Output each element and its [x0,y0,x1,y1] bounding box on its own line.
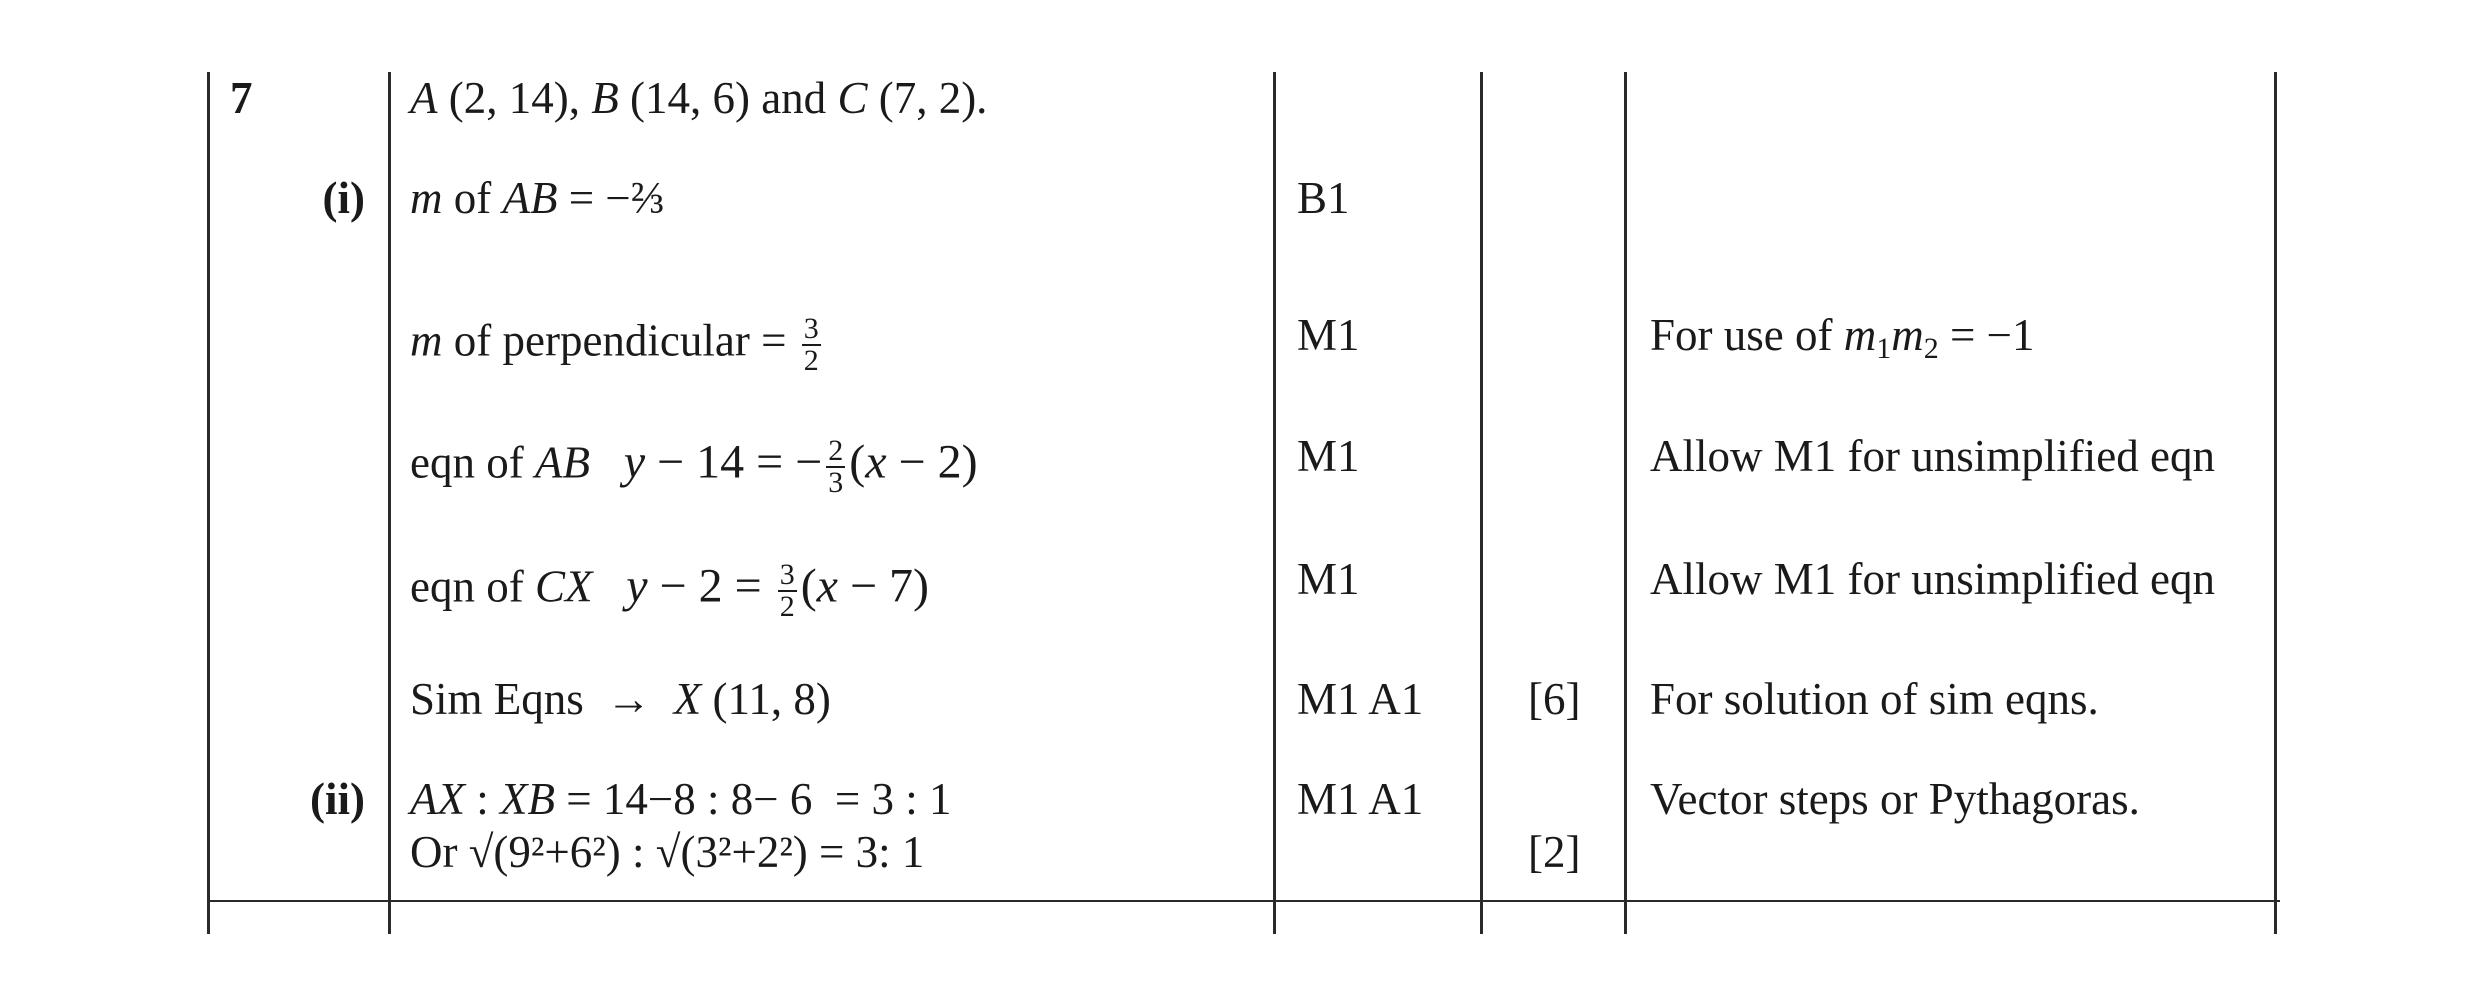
point-b-coords: (14, 6) and [618,73,838,123]
fraction-three-halves: $\frac{3}{2}$ [803,312,819,377]
part-ii-label: (ii) [310,774,365,824]
mark-ratio: M1 A1 [1297,774,1424,824]
column-divider-answer [388,72,391,934]
mark-gradient-perpendicular: M1 [1297,310,1360,360]
answer-gradient-perpendicular: m of perpendicular = $\frac{3}{2}$ [410,312,819,377]
answer-ratio-line-1: AX : XB = 14−8 : 8− 6 = 3 : 1 [410,774,952,824]
fraction-three-halves-cx: $\frac{3}{2}$ [779,558,795,623]
answer-equation-cx: eqn of CX y − 2 = $\frac{3}{2}$ (x − 7) [410,558,930,623]
column-divider-guidance [1624,72,1627,934]
point-b-label: B [591,73,619,123]
guidance-equation-ab: Allow M1 for unsimplified eqn [1650,431,2215,481]
part-i-label: (i) [322,173,365,223]
column-divider-totals [1480,72,1483,934]
answer-simultaneous-equations: Sim Eqns → X (11, 8) [410,674,831,724]
table-border-right [2274,72,2277,934]
guidance-equation-cx: Allow M1 for unsimplified eqn [1650,554,2215,604]
point-a-coords: (2, 14), [437,73,592,123]
answer-equation-ab: eqn of AB y − 14 = − $\frac{2}{3}$ (x − 2) [410,434,978,499]
total-part-ii: [2] [1528,827,1581,877]
mark-equation-ab: M1 [1297,431,1360,481]
mark-simultaneous-equations: M1 A1 [1297,674,1424,724]
point-a-label: A [410,73,438,123]
guidance-simultaneous-equations: For solution of sim eqns. [1650,674,2099,724]
mark-gradient-ab: B1 [1297,173,1350,223]
fraction-two-thirds: $\frac{2}{3}$ [828,434,844,499]
table-row-bottom-border [207,900,2280,902]
answer-gradient-ab: m of AB = −⅔ [410,173,665,223]
guidance-gradient-perpendicular: For use of $m_1m_2 = -1$ [1650,310,2035,365]
point-c-label: C [837,73,868,123]
total-part-i: [6] [1528,674,1581,724]
guidance-ratio: Vector steps or Pythagoras. [1650,774,2140,824]
point-c-coords: (7, 2). [867,73,988,123]
column-divider-marks [1273,72,1276,934]
mark-equation-cx: M1 [1297,554,1360,604]
question-number: 7 [230,73,253,123]
question-header [410,72,987,124]
answer-ratio-line-2: Or √(9²+6²) : √(3²+2²) = 3: 1 [410,827,925,877]
